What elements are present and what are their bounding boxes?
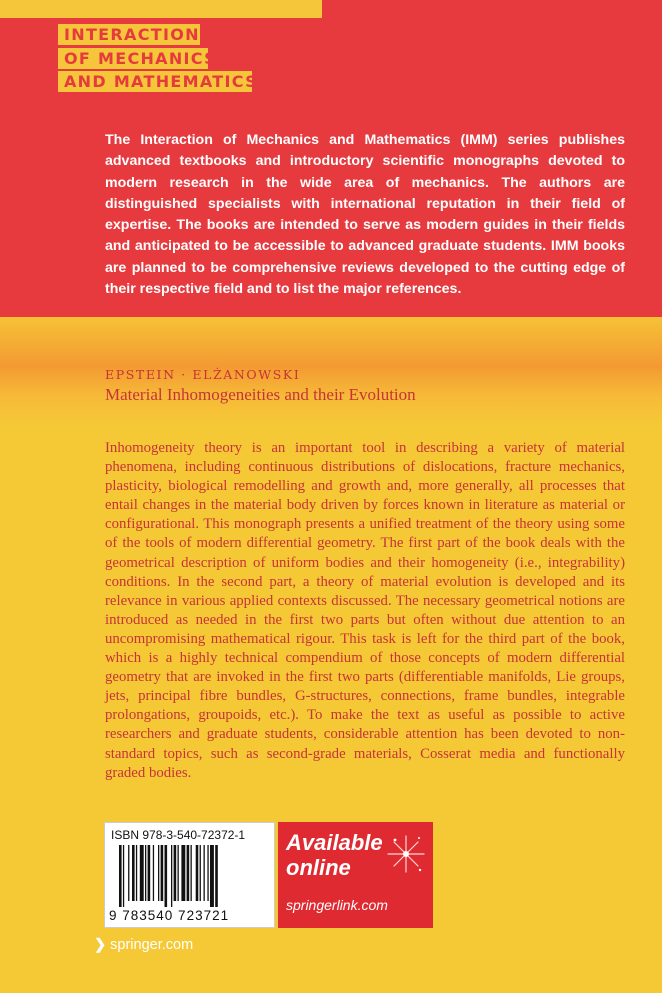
barcode-bar (187, 845, 190, 901)
barcode-bar (161, 845, 164, 901)
barcode-bar (210, 845, 214, 907)
barcode-bar (132, 845, 135, 901)
barcode-bar (148, 845, 151, 901)
barcode-bar (123, 845, 124, 907)
barcode-bar (174, 845, 177, 901)
barcode-bar (119, 845, 122, 907)
gradient-band (0, 317, 662, 427)
sparkle-icon (386, 832, 426, 876)
chevron-right-icon: ❯ (94, 937, 107, 953)
barcode-bar (200, 845, 201, 901)
book-authors: EPSTEIN · ELŻANOWSKI (105, 367, 301, 382)
available-online-badge[interactable] (278, 822, 433, 928)
series-description: The Interaction of Mechanics and Mathematics (IMM) series publishes advanced textbooks and introductory scientific monographs devoted to modern research in the wide area of mechanics. The authors are distinguished specialists with international reputation in their field of expertise. The books are intended to serve as modern guides in their fields and anticipated to be accessible to advanced graduate students. IMM books are planned to be comprehensive reviews developed to the cutting edge of their respective field and to list the major references. (105, 132, 625, 298)
barcode-bar (178, 845, 179, 901)
barcode-bar (207, 845, 208, 901)
book-summary: Inhomogeneity theory is an important tool in describing a variety of material phenomena, including continuous distributions of dislocations, fracture mechanics, plasticity, biological remodelling and growth and, more generally, all processes that entail changes in the material body driven by forces known in literature as material or configurational. This monograph presents a unified treatment of the theory using some of the tools of modern differential geometry. The first part of the book deals with the geometrical description of uniform bodies and their homogeneity (i.e., integrability) conditions. In the second part, a theory of material evolution is developed and its relevance in various applied contexts discussed. The necessary geometrical notions are introduced as needed in the first two parts but often without due attention to an uncompromising mathematical rigour. This task is left for the third part of the book, which is a highly technical compendium of those concepts of modern differential geometry that are invoked in the first two parts (differentiable manifolds, Lie groups, jets, principal fibre bundles, G-structures, connections, frame bundles, integrable prolongations, groupoids, etc.). To make the text as useful as possible to active researchers and graduate students, considerable attention has been devoted to non-standard topics, such as second-grade materials, Cosserat media and functionally graded bodies. (105, 440, 625, 781)
series-title-line-3: AND MATHEMATICS (58, 71, 252, 92)
barcode-bar (158, 845, 159, 901)
barcode-bar (136, 845, 137, 901)
barcode-bar (171, 845, 172, 907)
barcode-bar (196, 845, 199, 901)
springer-link-text[interactable]: springer.com (110, 937, 194, 953)
barcode-bar (215, 845, 218, 907)
barcode-box (104, 822, 275, 928)
barcode-bar (204, 845, 205, 901)
barcode-bar (191, 845, 192, 901)
barcode-bar (145, 845, 146, 901)
barcode-bar (153, 845, 154, 901)
isbn-label: ISBN 978-3-540-72372-1 (111, 828, 246, 842)
barcode-icon (119, 845, 264, 907)
series-title-line-2: OF MECHANICS (58, 48, 208, 69)
barcode-bar (140, 845, 144, 901)
springer-link[interactable] (94, 937, 193, 953)
springerlink-link[interactable]: springerlink.com (286, 897, 388, 913)
barcode-bar (165, 845, 168, 907)
available-online-title: Available online (286, 830, 383, 880)
book-title: Material Inhomogeneities and their Evolution (105, 385, 416, 404)
barcode-bar (181, 845, 185, 901)
barcode-number: 9 783540 723721 (109, 908, 230, 923)
top-strip (0, 0, 322, 18)
series-title-line-1: INTERACTION (58, 24, 200, 45)
barcode-bar (128, 845, 129, 901)
